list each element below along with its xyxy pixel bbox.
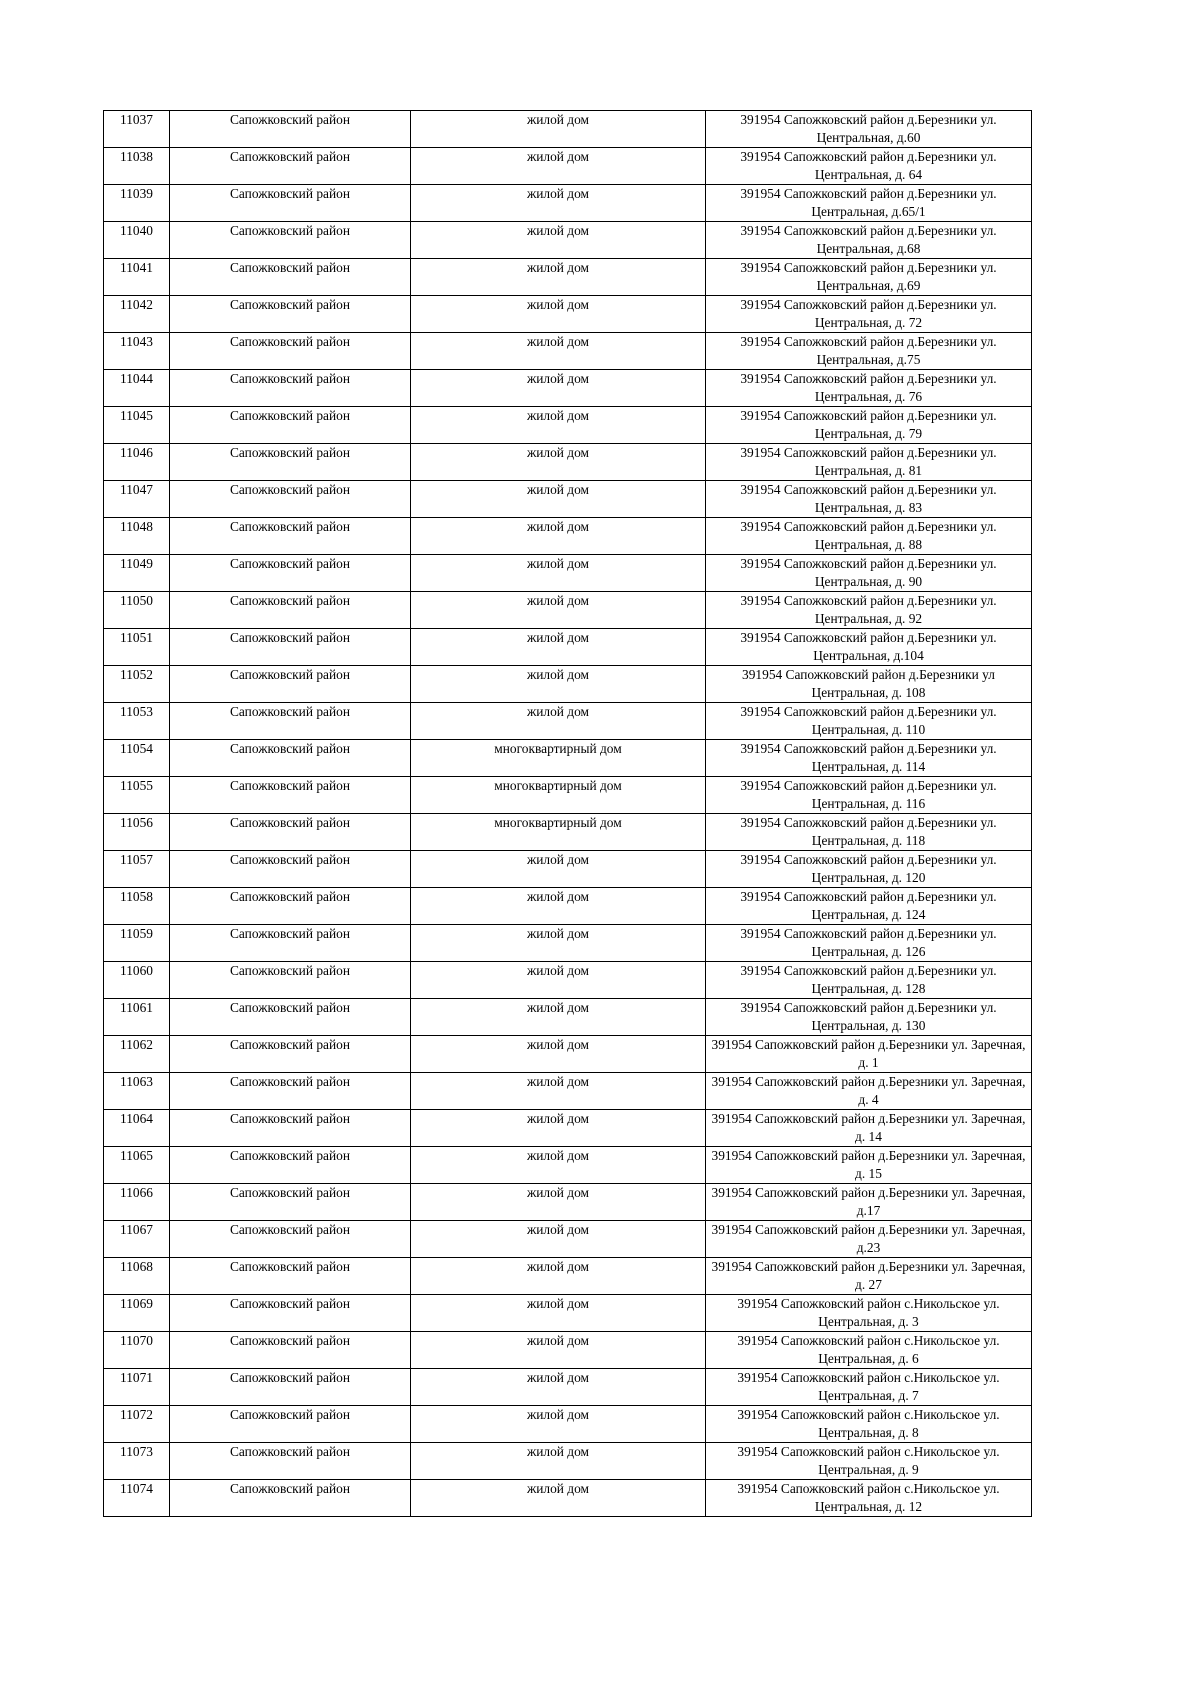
district-cell: Сапожковский район xyxy=(170,777,411,814)
building-type-cell: жилой дом xyxy=(411,1332,706,1369)
district-cell: Сапожковский район xyxy=(170,1258,411,1295)
table-row xyxy=(104,740,1032,777)
table-row xyxy=(104,962,1032,999)
record-number-cell: 11044 xyxy=(104,370,170,407)
address-cell: 391954 Сапожковский район д.Березники ул. Центральная, д. 90 xyxy=(706,555,1032,592)
housing-registry-table xyxy=(103,110,1032,1517)
address-cell: 391954 Сапожковский район д.Березники ул. Центральная, д. 128 xyxy=(706,962,1032,999)
record-number-cell: 11039 xyxy=(104,185,170,222)
address-cell: 391954 Сапожковский район д.Березники ул. Заречная, д. 1 xyxy=(706,1036,1032,1073)
building-type-cell: жилой дом xyxy=(411,370,706,407)
district-cell: Сапожковский район xyxy=(170,1110,411,1147)
address-cell: 391954 Сапожковский район с.Никольское ул. Центральная, д. 8 xyxy=(706,1406,1032,1443)
record-number-cell: 11038 xyxy=(104,148,170,185)
table-row xyxy=(104,1406,1032,1443)
address-cell: 391954 Сапожковский район д.Березники ул. Центральная, д. 88 xyxy=(706,518,1032,555)
table-row xyxy=(104,1110,1032,1147)
address-cell: 391954 Сапожковский район д.Березники ул. Центральная, д. 110 xyxy=(706,703,1032,740)
district-cell: Сапожковский район xyxy=(170,1036,411,1073)
table-row xyxy=(104,407,1032,444)
table-row xyxy=(104,333,1032,370)
record-number-cell: 11041 xyxy=(104,259,170,296)
building-type-cell: жилой дом xyxy=(411,1295,706,1332)
district-cell: Сапожковский район xyxy=(170,814,411,851)
district-cell: Сапожковский район xyxy=(170,592,411,629)
address-cell: 391954 Сапожковский район д.Березники ул. Центральная, д.60 xyxy=(706,111,1032,148)
table-row xyxy=(104,814,1032,851)
table-row xyxy=(104,111,1032,148)
record-number-cell: 11060 xyxy=(104,962,170,999)
building-type-cell: многоквартирный дом xyxy=(411,740,706,777)
address-cell: 391954 Сапожковский район д.Березники ул. Заречная, д. 27 xyxy=(706,1258,1032,1295)
table-row xyxy=(104,629,1032,666)
district-cell: Сапожковский район xyxy=(170,1406,411,1443)
district-cell: Сапожковский район xyxy=(170,1147,411,1184)
record-number-cell: 11043 xyxy=(104,333,170,370)
record-number-cell: 11057 xyxy=(104,851,170,888)
record-number-cell: 11072 xyxy=(104,1406,170,1443)
building-type-cell: многоквартирный дом xyxy=(411,814,706,851)
building-type-cell: жилой дом xyxy=(411,222,706,259)
record-number-cell: 11040 xyxy=(104,222,170,259)
district-cell: Сапожковский район xyxy=(170,703,411,740)
district-cell: Сапожковский район xyxy=(170,1221,411,1258)
record-number-cell: 11065 xyxy=(104,1147,170,1184)
district-cell: Сапожковский район xyxy=(170,555,411,592)
record-number-cell: 11049 xyxy=(104,555,170,592)
address-cell: 391954 Сапожковский район д.Березники ул. Заречная, д. 14 xyxy=(706,1110,1032,1147)
table-row xyxy=(104,703,1032,740)
district-cell: Сапожковский район xyxy=(170,1369,411,1406)
address-cell: 391954 Сапожковский район с.Никольское ул. Центральная, д. 6 xyxy=(706,1332,1032,1369)
table-row xyxy=(104,1480,1032,1517)
district-cell: Сапожковский район xyxy=(170,1480,411,1517)
address-cell: 391954 Сапожковский район с.Никольское ул. Центральная, д. 7 xyxy=(706,1369,1032,1406)
district-cell: Сапожковский район xyxy=(170,1184,411,1221)
table-row xyxy=(104,999,1032,1036)
building-type-cell: жилой дом xyxy=(411,296,706,333)
building-type-cell: жилой дом xyxy=(411,1480,706,1517)
building-type-cell: жилой дом xyxy=(411,1184,706,1221)
building-type-cell: жилой дом xyxy=(411,666,706,703)
district-cell: Сапожковский район xyxy=(170,1073,411,1110)
building-type-cell: жилой дом xyxy=(411,962,706,999)
record-number-cell: 11074 xyxy=(104,1480,170,1517)
building-type-cell: жилой дом xyxy=(411,999,706,1036)
table-row xyxy=(104,1073,1032,1110)
record-number-cell: 11050 xyxy=(104,592,170,629)
address-cell: 391954 Сапожковский район д.Березники ул. Центральная, д. 124 xyxy=(706,888,1032,925)
building-type-cell: жилой дом xyxy=(411,592,706,629)
district-cell: Сапожковский район xyxy=(170,481,411,518)
table-row xyxy=(104,777,1032,814)
district-cell: Сапожковский район xyxy=(170,1295,411,1332)
district-cell: Сапожковский район xyxy=(170,925,411,962)
address-cell: 391954 Сапожковский район д.Березники ул. Центральная, д. 79 xyxy=(706,407,1032,444)
table-row xyxy=(104,1295,1032,1332)
address-cell: 391954 Сапожковский район д.Березники ул. Центральная, д.65/1 xyxy=(706,185,1032,222)
record-number-cell: 11070 xyxy=(104,1332,170,1369)
district-cell: Сапожковский район xyxy=(170,333,411,370)
table-row xyxy=(104,148,1032,185)
table-row xyxy=(104,1184,1032,1221)
district-cell: Сапожковский район xyxy=(170,518,411,555)
table-row xyxy=(104,259,1032,296)
record-number-cell: 11058 xyxy=(104,888,170,925)
table-row xyxy=(104,1369,1032,1406)
address-cell: 391954 Сапожковский район д.Березники ул. Заречная, д. 4 xyxy=(706,1073,1032,1110)
address-cell: 391954 Сапожковский район д.Березники ул. Центральная, д.69 xyxy=(706,259,1032,296)
table-row xyxy=(104,444,1032,481)
address-cell: 391954 Сапожковский район д.Березники ул. Центральная, д. 92 xyxy=(706,592,1032,629)
district-cell: Сапожковский район xyxy=(170,962,411,999)
table-row xyxy=(104,185,1032,222)
building-type-cell: жилой дом xyxy=(411,629,706,666)
record-number-cell: 11053 xyxy=(104,703,170,740)
district-cell: Сапожковский район xyxy=(170,407,411,444)
building-type-cell: жилой дом xyxy=(411,888,706,925)
building-type-cell: жилой дом xyxy=(411,444,706,481)
building-type-cell: жилой дом xyxy=(411,1406,706,1443)
address-cell: 391954 Сапожковский район д.Березники ул. Центральная, д. 116 xyxy=(706,777,1032,814)
building-type-cell: жилой дом xyxy=(411,1369,706,1406)
table-row xyxy=(104,296,1032,333)
table-row xyxy=(104,222,1032,259)
table-body xyxy=(104,111,1032,1517)
district-cell: Сапожковский район xyxy=(170,1443,411,1480)
building-type-cell: жилой дом xyxy=(411,1036,706,1073)
building-type-cell: жилой дом xyxy=(411,925,706,962)
record-number-cell: 11062 xyxy=(104,1036,170,1073)
address-cell: 391954 Сапожковский район д.Березники ул. Центральная, д. 130 xyxy=(706,999,1032,1036)
building-type-cell: жилой дом xyxy=(411,333,706,370)
record-number-cell: 11071 xyxy=(104,1369,170,1406)
building-type-cell: жилой дом xyxy=(411,185,706,222)
record-number-cell: 11051 xyxy=(104,629,170,666)
building-type-cell: жилой дом xyxy=(411,555,706,592)
record-number-cell: 11048 xyxy=(104,518,170,555)
table-row xyxy=(104,1332,1032,1369)
building-type-cell: жилой дом xyxy=(411,1221,706,1258)
table-row xyxy=(104,1221,1032,1258)
table-row xyxy=(104,592,1032,629)
address-cell: 391954 Сапожковский район д.Березники ул. Центральная, д. 81 xyxy=(706,444,1032,481)
building-type-cell: жилой дом xyxy=(411,407,706,444)
address-cell: 391954 Сапожковский район с.Никольское ул. Центральная, д. 9 xyxy=(706,1443,1032,1480)
building-type-cell: жилой дом xyxy=(411,1110,706,1147)
table-row xyxy=(104,1443,1032,1480)
address-cell: 391954 Сапожковский район д.Березники ул. Заречная, д. 15 xyxy=(706,1147,1032,1184)
district-cell: Сапожковский район xyxy=(170,1332,411,1369)
district-cell: Сапожковский район xyxy=(170,740,411,777)
table-row xyxy=(104,925,1032,962)
building-type-cell: жилой дом xyxy=(411,518,706,555)
table-row xyxy=(104,555,1032,592)
address-cell: 391954 Сапожковский район д.Березники ул. Заречная, д.17 xyxy=(706,1184,1032,1221)
district-cell: Сапожковский район xyxy=(170,370,411,407)
table-row xyxy=(104,1258,1032,1295)
record-number-cell: 11063 xyxy=(104,1073,170,1110)
record-number-cell: 11042 xyxy=(104,296,170,333)
district-cell: Сапожковский район xyxy=(170,444,411,481)
address-cell: 391954 Сапожковский район д.Березники ул. Центральная, д. 120 xyxy=(706,851,1032,888)
address-cell: 391954 Сапожковский район д.Березники ул. Центральная, д. 72 xyxy=(706,296,1032,333)
table-row xyxy=(104,1147,1032,1184)
record-number-cell: 11073 xyxy=(104,1443,170,1480)
district-cell: Сапожковский район xyxy=(170,148,411,185)
record-number-cell: 11046 xyxy=(104,444,170,481)
address-cell: 391954 Сапожковский район д.Березники ул. Центральная, д. 83 xyxy=(706,481,1032,518)
record-number-cell: 11045 xyxy=(104,407,170,444)
address-cell: 391954 Сапожковский район д.Березники ул. Заречная, д.23 xyxy=(706,1221,1032,1258)
building-type-cell: жилой дом xyxy=(411,1443,706,1480)
address-cell: 391954 Сапожковский район д.Березники ул. Центральная, д. 114 xyxy=(706,740,1032,777)
record-number-cell: 11069 xyxy=(104,1295,170,1332)
record-number-cell: 11047 xyxy=(104,481,170,518)
district-cell: Сапожковский район xyxy=(170,222,411,259)
table-row xyxy=(104,888,1032,925)
district-cell: Сапожковский район xyxy=(170,888,411,925)
record-number-cell: 11054 xyxy=(104,740,170,777)
address-cell: 391954 Сапожковский район д.Березники ул. Центральная, д.68 xyxy=(706,222,1032,259)
building-type-cell: жилой дом xyxy=(411,851,706,888)
table-row xyxy=(104,851,1032,888)
building-type-cell: жилой дом xyxy=(411,1073,706,1110)
record-number-cell: 11052 xyxy=(104,666,170,703)
building-type-cell: жилой дом xyxy=(411,481,706,518)
record-number-cell: 11059 xyxy=(104,925,170,962)
address-cell: 391954 Сапожковский район с.Никольское ул. Центральная, д. 3 xyxy=(706,1295,1032,1332)
record-number-cell: 11067 xyxy=(104,1221,170,1258)
address-cell: 391954 Сапожковский район д.Березники ул. Центральная, д.104 xyxy=(706,629,1032,666)
building-type-cell: многоквартирный дом xyxy=(411,777,706,814)
record-number-cell: 11055 xyxy=(104,777,170,814)
district-cell: Сапожковский район xyxy=(170,999,411,1036)
address-cell: 391954 Сапожковский район д.Березники ул. Центральная, д. 126 xyxy=(706,925,1032,962)
record-number-cell: 11068 xyxy=(104,1258,170,1295)
building-type-cell: жилой дом xyxy=(411,111,706,148)
district-cell: Сапожковский район xyxy=(170,111,411,148)
district-cell: Сапожковский район xyxy=(170,629,411,666)
record-number-cell: 11066 xyxy=(104,1184,170,1221)
address-cell: 391954 Сапожковский район д.Березники ул Центральная, д. 108 xyxy=(706,666,1032,703)
district-cell: Сапожковский район xyxy=(170,666,411,703)
district-cell: Сапожковский район xyxy=(170,185,411,222)
address-cell: 391954 Сапожковский район д.Березники ул. Центральная, д. 76 xyxy=(706,370,1032,407)
record-number-cell: 11056 xyxy=(104,814,170,851)
record-number-cell: 11064 xyxy=(104,1110,170,1147)
table-row xyxy=(104,370,1032,407)
district-cell: Сапожковский район xyxy=(170,296,411,333)
building-type-cell: жилой дом xyxy=(411,1147,706,1184)
address-cell: 391954 Сапожковский район д.Березники ул. Центральная, д.75 xyxy=(706,333,1032,370)
table-row xyxy=(104,666,1032,703)
address-cell: 391954 Сапожковский район д.Березники ул. Центральная, д. 64 xyxy=(706,148,1032,185)
district-cell: Сапожковский район xyxy=(170,851,411,888)
record-number-cell: 11037 xyxy=(104,111,170,148)
district-cell: Сапожковский район xyxy=(170,259,411,296)
table-row xyxy=(104,481,1032,518)
record-number-cell: 11061 xyxy=(104,999,170,1036)
building-type-cell: жилой дом xyxy=(411,1258,706,1295)
building-type-cell: жилой дом xyxy=(411,703,706,740)
building-type-cell: жилой дом xyxy=(411,148,706,185)
building-type-cell: жилой дом xyxy=(411,259,706,296)
table-row xyxy=(104,1036,1032,1073)
table-row xyxy=(104,518,1032,555)
address-cell: 391954 Сапожковский район д.Березники ул. Центральная, д. 118 xyxy=(706,814,1032,851)
address-cell: 391954 Сапожковский район с.Никольское ул. Центральная, д. 12 xyxy=(706,1480,1032,1517)
